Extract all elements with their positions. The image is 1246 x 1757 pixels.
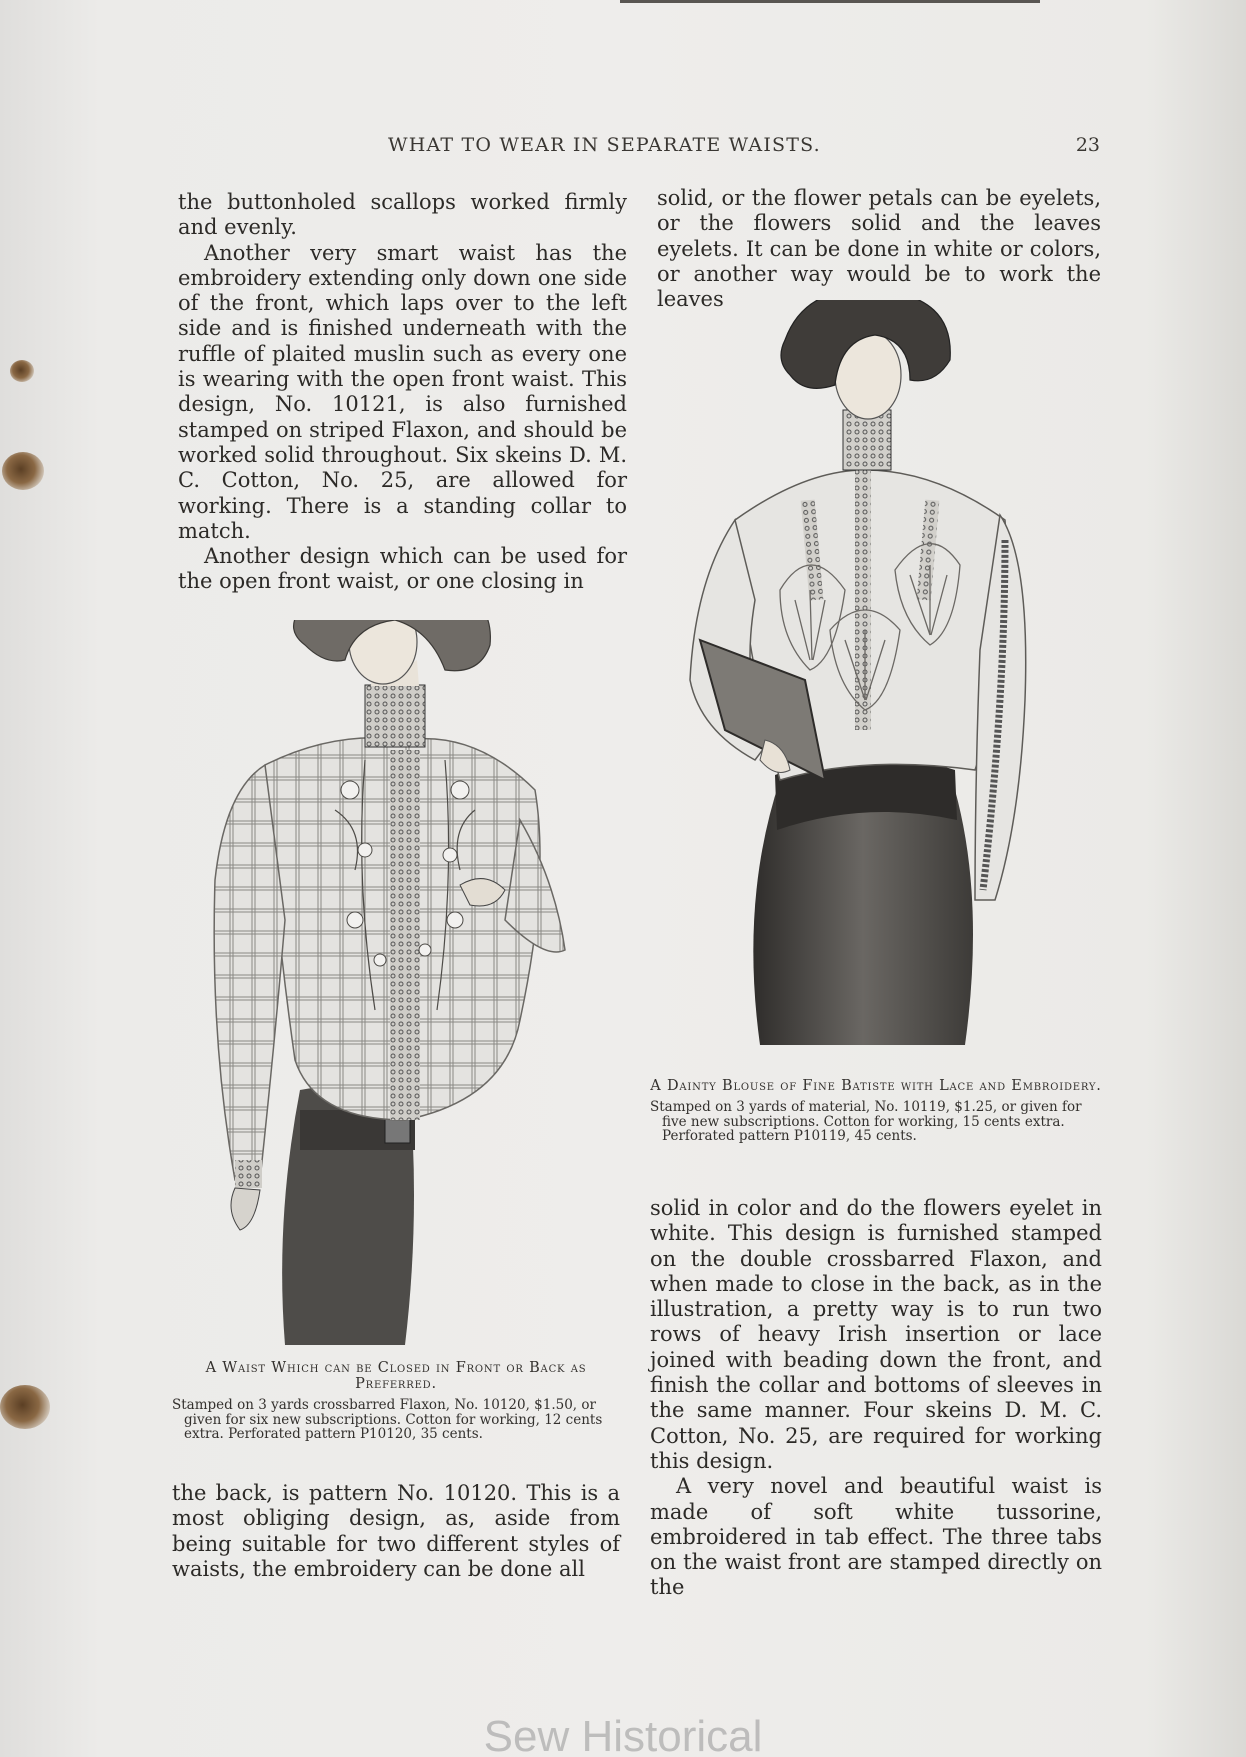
column-left-bottom-text (172, 1481, 620, 1582)
binding-hole (2, 452, 44, 490)
page-header (170, 134, 1100, 164)
watermark: Sew Historical (483, 1712, 763, 1757)
caption-title: A Waist Which can be Closed in Front or Back as Preferred. (205, 1360, 587, 1392)
column-left-top-text (178, 190, 627, 595)
waist-illustration-left (205, 620, 605, 1350)
caption-body: Stamped on 3 yards crossbarred Flaxon, No. 10120, $1.50, or given for six new subscriptions. Cotton for working, 12 cents extra. Perforated pattern P10120, 35 cents. (172, 1397, 603, 1442)
caption-title: A Dainty Blouse of Fine Batiste with Lace and Embroidery. (650, 1078, 1102, 1094)
paragraph: the back, is pattern No. 10120. This is a most obliging design, as, aside from being suitable for two different styles of waists, the embroidery can be done all (172, 1481, 620, 1581)
paragraph: solid in color and do the flowers eyelet in white. This design is furnished stamped on the double crossbarred Flaxon, and when made to close in the back, as in the illustration, a pretty way is to run two rows of heavy Irish insertion or lace joined with beading down the front, and finish the collar and bottoms of sleeves in the same manner. Four skeins D. M. C. Cotton, No. 25, are required for working this design. (650, 1196, 1102, 1473)
page-number: 23 (1075, 134, 1100, 156)
illustration-batiste-blouse (685, 300, 1070, 1050)
paragraph: Another very smart waist has the embroidery extending only down one side of the front, which laps over to the left side and is finished underneath with the ruffle of plaited muslin such as every one is wearing with the open front waist. This design, No. 10121, is also furnished stamped on striped Flaxon, and should be worked solid throughout. Six skeins D. M. C. Cotton, No. 25, are allowed for working. There is a standing collar to match. (178, 240, 627, 543)
page-top-edge (620, 0, 1040, 3)
paragraph: A very novel and beautiful waist is made of soft white tussorine, embroidered in tab effect. The three tabs on the waist front are stamped directly on the (650, 1474, 1102, 1600)
paragraph: solid, or the flower petals can be eyelets, or the flowers solid and the leaves eyelets. It can be done in white or colors, or another way would be to work the leaves (657, 186, 1101, 312)
illustration-crossbarred-waist (205, 620, 605, 1350)
binding-hole (10, 360, 34, 382)
blouse-illustration-right (685, 300, 1070, 1050)
column-right-top-text (657, 186, 1101, 312)
running-head: WHAT TO WEAR IN SEPARATE WAISTS. (388, 134, 821, 156)
paragraph: Another design which can be used for the open front waist, or one closing in (178, 544, 627, 594)
column-right-bottom-text (650, 1196, 1102, 1601)
binding-hole (0, 1385, 50, 1429)
figure-caption-right (650, 1078, 1102, 1144)
paragraph: the buttonholed scallops worked firmly and evenly. (178, 190, 627, 240)
figure-caption-left (172, 1360, 620, 1442)
caption-body: Stamped on 3 yards of material, No. 10119, $1.25, or given for five new subscriptions. Cotton for working, 15 cents extra. Perforated pattern P10119, 45 cents. (650, 1099, 1082, 1144)
